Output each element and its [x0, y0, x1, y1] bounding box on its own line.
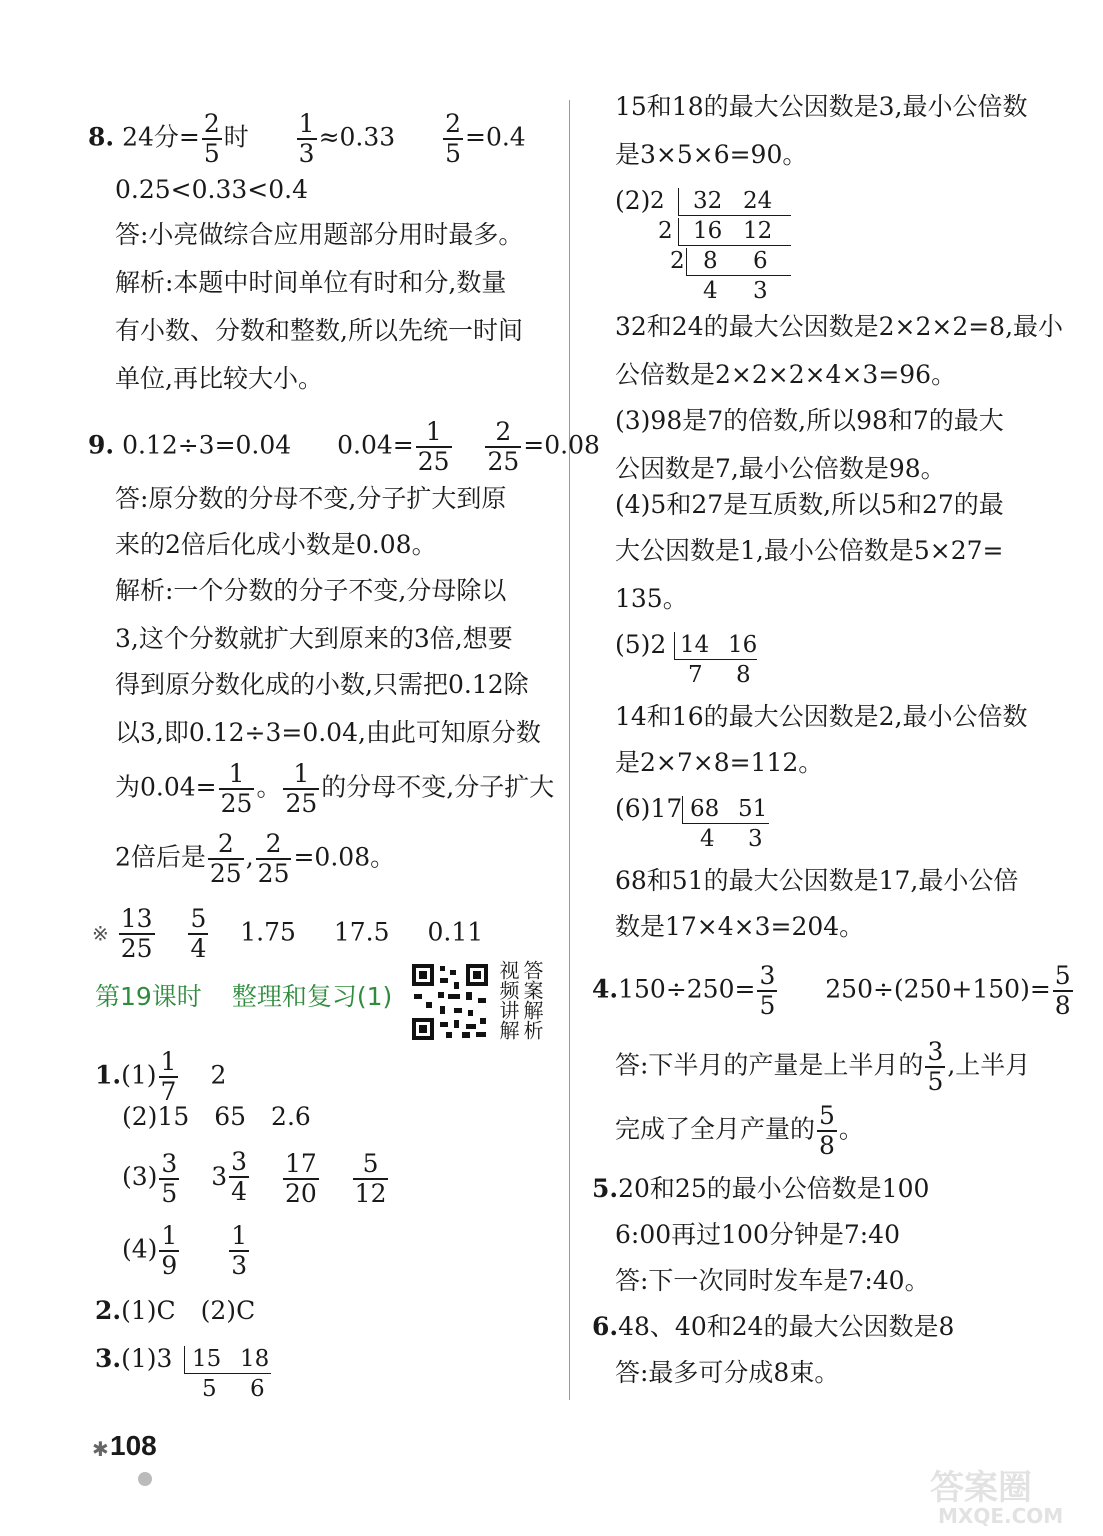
lesson-heading [95, 982, 392, 1012]
r-line7: (4)5和27是互质数,所以5和27的最 [615, 490, 1004, 519]
page-number: 108 [110, 1430, 157, 1461]
qr-label-answer: 答案解析 [520, 960, 544, 1040]
fraction: $\frac{2}{5}$ [445, 109, 461, 168]
q9-explain-4: 以3,即0.12÷3=0.04,由此可知原分数 [115, 718, 541, 747]
s1-part1: 1.(1) $\frac{1}{7}$ 2 [95, 1047, 227, 1106]
q5-line3: 答:下一次同时发车是7:40。 [615, 1266, 930, 1295]
q8-explain-3: 单位,再比较大小。 [115, 364, 323, 393]
fraction: $\frac{5}{8}$ [819, 1101, 835, 1160]
watermark-logo: 答案圈 MXQE.COM [930, 1468, 1064, 1528]
decorative-dot [138, 1472, 152, 1486]
q6-line2: 答:最多可分成8束。 [615, 1358, 840, 1387]
fraction: $\frac{2}{25}$ [257, 829, 290, 888]
mixed-number: 3 3 4 [211, 1147, 248, 1206]
fraction: $\frac{3}{5}$ [161, 1148, 178, 1208]
q4-answer-2: 完成了全月产量的 $\frac{5}{8}$ 。 [615, 1101, 864, 1160]
q6-line1: 6.48、40和24的最大公因数是8 [592, 1312, 955, 1341]
q9-explain-1: 解析:一个分数的分子不变,分母除以 [115, 576, 507, 605]
fraction: $\frac{3}{5}$ [759, 961, 776, 1020]
lesson-label: 第19课时 [95, 982, 202, 1011]
q8-explain-1: 解析:本题中时间单位有时和分,数量 [115, 268, 507, 297]
s1-part3: (3) $\frac{3}{5}$ 3 3 4 $\frac{17}{20}$ $\frac{5}{12}$ [122, 1147, 387, 1208]
lesson-title: 整理和复习(1) [231, 982, 393, 1011]
fraction: $\frac{1}{25}$ [417, 417, 450, 476]
q9-answer-2: 来的2倍后化成小数是0.08。 [115, 530, 437, 559]
fraction: $\frac{5}{4}$ [190, 904, 207, 963]
r-line3: 32和24的最大公因数是2×2×2=8,最小 [615, 312, 1064, 341]
q9-explain-3: 得到原分数化成的小数,只需把0.12除 [115, 670, 529, 699]
q8-explain-2: 有小数、分数和整数,所以先统一时间 [115, 316, 523, 345]
q9-equations: 9. 0.12÷3=0.04 0.04= $\frac{1}{25}$ $\frac{2}{25}$ =0.08 [88, 417, 600, 476]
s2-answer: 2.(1)C (2)C [95, 1296, 256, 1325]
r-line4: 公倍数是2×2×2×4×3=96。 [615, 360, 957, 389]
fraction: $\frac{5}{8}$ [1054, 961, 1071, 1020]
r-p5-label: (5)2 [615, 630, 667, 659]
q8-compare: 0.25<0.33<0.4 [115, 175, 308, 204]
r-line2: 是3×5×6=90。 [615, 140, 808, 169]
fraction: $\frac{1}{7}$ [160, 1047, 177, 1106]
r-line13: 数是17×4×3=204。 [615, 912, 865, 941]
extra-answers: ※ $\frac{13}{25}$ $\frac{5}{4}$ 1.75 17.5 0.11 [92, 904, 484, 963]
q8-equations: 8. 24分= $\frac{2}{5}$ 时 $\frac{1}{3}$ ≈0.33 $\frac{2}{5}$ =0.4 [88, 109, 526, 168]
q9-explain-2: 3,这个分数就扩大到原来的3倍,想要 [115, 624, 513, 653]
fraction: $\frac{1}{3}$ [231, 1221, 248, 1280]
q9-explain-6: 2倍后是 $\frac{2}{25}$ , $\frac{2}{25}$ =0.08。 [115, 829, 396, 888]
fraction: $\frac{1}{3}$ [298, 109, 315, 168]
r-line12: 68和51的最大公因数是17,最小公倍 [615, 866, 1019, 895]
fraction: $\frac{2}{25}$ [487, 417, 520, 476]
q5-line2: 6:00再过100分钟是7:40 [615, 1220, 900, 1249]
qr-code-icon[interactable] [410, 962, 490, 1042]
r-line5: (3)98是7的倍数,所以98和7的最大 [615, 406, 1004, 435]
r-p6-label: (6)17 [615, 794, 683, 823]
r-line10: 14和16的最大公因数是2,最小公倍数 [615, 702, 1028, 731]
fraction: $\frac{17}{20}$ [284, 1148, 317, 1208]
q5-line1: 5.20和25的最小公倍数是100 [592, 1174, 930, 1203]
r-line9: 135。 [615, 584, 688, 613]
s1-part4: (4) $\frac{1}{9}$ $\frac{1}{3}$ [122, 1221, 248, 1280]
answer-page: 8. 24分= $\frac{2}{5}$ 时 $\frac{1}{3}$ ≈0.33 $\frac{2}{5}$ =0.4 0.25<0.33<0.4 答:小亮做综合应用题部分用时最多。 解析:本题中时间单位有时和分,数量 有小数、分数和整数,所以先统一时间 单位,再比较大小。 9. 0.12÷3=0.04 0.04= $\frac{1}{25}$ $\frac{2}{25}$ =0.08 答:原分数的分母不变,分子扩大到原 来的2倍后化成小数是0.08。 解析:一个分数的分子不变,分母除以 3,这个分数就扩大到原来的3倍,想要 得到原分数化成的小数,只需把0.12除 以3,即0.12÷3=0.04,由此可知原分数 为0.04= $\frac{1}{25}$ 。 $\frac{1}{25}$ 的分母不变,分子扩大 2倍后是 $\frac{2}{25}$ , $\frac{2}{25}$ =0.08。 ※ $\frac{13}{25}$ $\frac{5}{4}$ 1.75 17.5 0.11 第19课时 整理和复习(1) 答案解析 视频讲解 1.(1) $\frac{1}{7}$ 2 (2)15 65 2.6 (3) $\frac{3}{5}$ 3 3 4 $\frac{17}{20}$ $\frac{5}{12}$ (4) $\frac{1}{9}$ $\frac{1}{3}$ 2.(1)C (2)C 3.(1)3 15 18 5 6 15和18的最大公因数是3,最小公倍数 是3×5×6=90。 (2) 2 32 24 2 16 12 2 8 6 4 3 32和24的最大公因数是2×2×2=8,最小 公倍数是2×2×2×4×3=96。 (3)98是7的倍数,所以98和7的最大 公因数是7,最小公倍数是98。 (4)5和27是互质数,所以5和27的最 大公因数是1,最小公倍数是5×27= 135。 (5)2 14 16 7 8 14和16的最大公因数是2,最小公倍数 是2×7×8=112。 (6)17 68 51 4 3 68和51的最大公因数是17,最小公倍 数是17×4×3=204。 4.150÷250= $\frac{3}{5}$ 250÷(250+150)= $\frac{5}{8}$ 答:下半月的产量是上半月的 $\frac{3}{5}$ ,上半月 完成了全月产量的 $\frac{5}{8}$ 。 5.20和25的最小公倍数是100 6:00再过100分钟是7:40 答:下一次同时发车是7:40。 6.48、40和24的最大公因数是8 答:最多可分成8束。 ✱ 108 答案圈 MXQE.COM [0, 0, 1103, 1536]
fraction: $\frac{13}{25}$ [120, 904, 153, 963]
r-line1: 15和18的最大公因数是3,最小公倍数 [615, 92, 1028, 121]
fraction: $\frac{5}{12}$ [354, 1148, 387, 1208]
q4-answer-1: 答:下半月的产量是上半月的 $\frac{3}{5}$ ,上半月 [615, 1037, 1031, 1096]
fraction: $\frac{2}{5}$ [203, 109, 220, 168]
r-p2-label: (2) [615, 186, 651, 215]
star-icon: ✱ [92, 1437, 109, 1461]
fraction: $\frac{2}{25}$ [209, 829, 242, 888]
q9-answer-1: 答:原分数的分母不变,分子扩大到原 [115, 484, 507, 513]
column-divider [569, 100, 570, 1400]
r-line6: 公因数是7,最小公倍数是98。 [615, 454, 946, 483]
r-line11: 是2×7×8=112。 [615, 748, 824, 777]
q8-answer: 答:小亮做综合应用题部分用时最多。 [115, 220, 524, 249]
r-line8: 大公因数是1,最小公倍数是5×27= [615, 536, 1004, 565]
s1-part2: (2)15 65 2.6 [122, 1102, 311, 1131]
fraction: $\frac{1}{25}$ [220, 759, 253, 818]
qr-label-video: 视频讲解 [496, 960, 520, 1040]
q4-equations: 4.150÷250= $\frac{3}{5}$ 250÷(250+150)= $\frac{5}{8}$ [592, 961, 1071, 1020]
q9-explain-5: 为0.04= $\frac{1}{25}$ 。 $\frac{1}{25}$ 的分母不变,分子扩大 [115, 759, 555, 818]
fraction: $\frac{3}{5}$ [927, 1037, 944, 1096]
fraction: $\frac{1}{9}$ [161, 1221, 178, 1280]
s3-label: 3.(1)3 [95, 1344, 173, 1373]
fraction: $\frac{1}{25}$ [285, 759, 318, 818]
